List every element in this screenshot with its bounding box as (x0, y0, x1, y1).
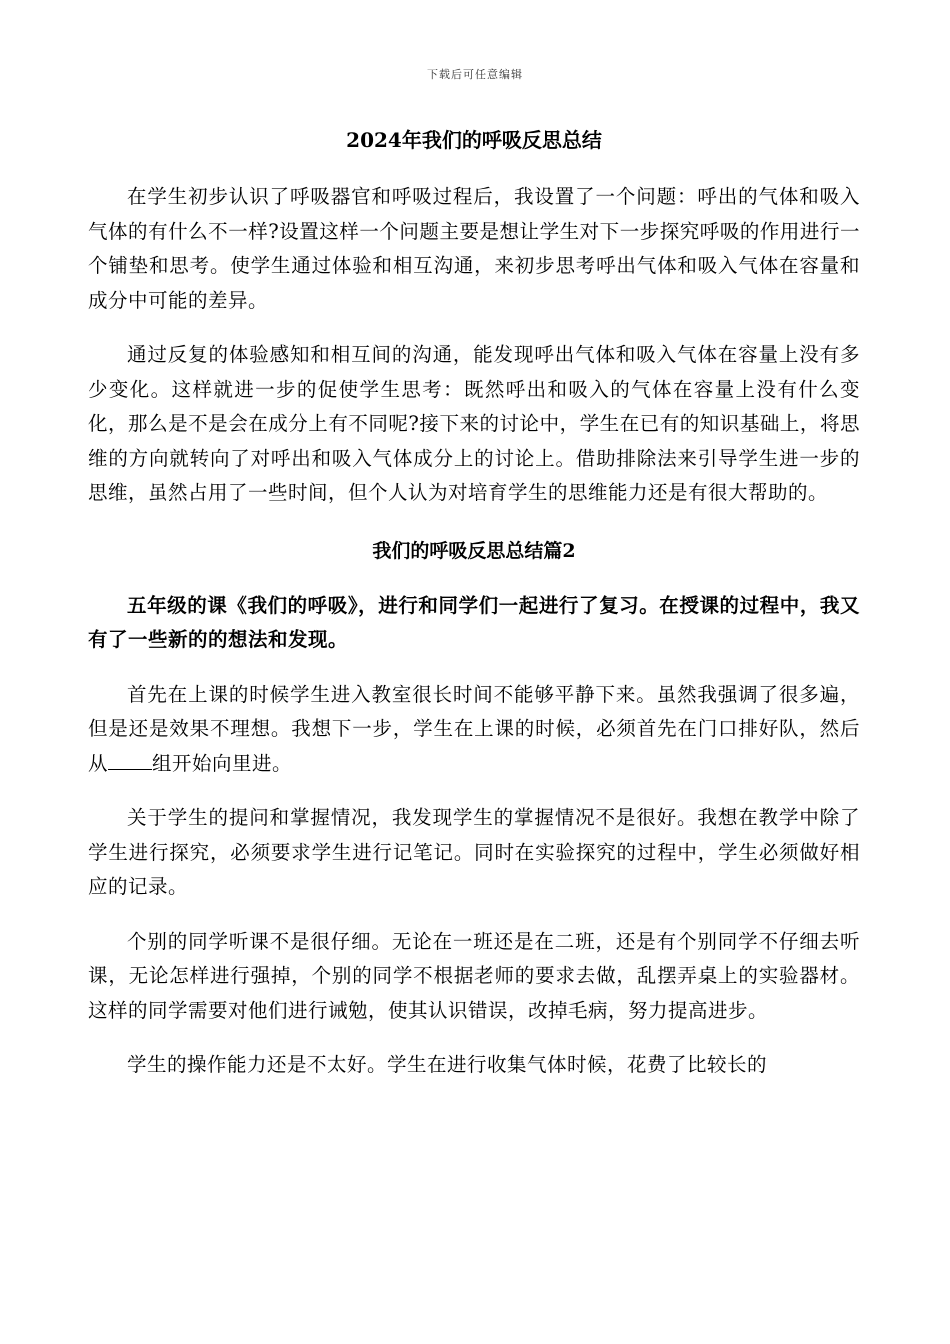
document-title: 2024年我们的呼吸反思总结 (346, 128, 602, 152)
paragraph-3 (88, 678, 860, 782)
fill-blank (108, 768, 152, 770)
paragraph-3-text-a: 首先在上课的时候学生进入教室很长时间不能够平静下来。虽然我强调了很多遍，但是还是效果不理想。我想下一步，学生在上课的时候，必须首先在门口排好队，然后从 (88, 682, 860, 775)
header-note: 下载后可任意编辑 (427, 68, 523, 81)
paragraph-3-text-b: 组开始向里进。 (152, 751, 293, 775)
intro-paragraph: 五年级的课《我们的呼吸》，进行和同学们一起进行了复习。在授课的过程中，我又有了一些新的的想法和发现。 (88, 593, 860, 651)
paragraph-6: 学生的操作能力还是不太好。学生在进行收集气体时候，花费了比较长的 (127, 1053, 768, 1076)
document-body (88, 120, 860, 1103)
section-title: 我们的呼吸反思总结篇2 (372, 539, 576, 562)
paragraph-1: 在学生初步认识了呼吸器官和呼吸过程后，我设置了一个问题：呼出的气体和吸入气体的有什么不一样?设置这样一个问题主要是想让学生对下一步探究呼吸的作用进行一个铺垫和思考。使学生通过体验和相互沟通，来初步思考呼出气体和吸入气体在容量和成分中可能的差异。 (88, 185, 860, 312)
paragraph-4: 关于学生的提问和掌握情况，我发现学生的掌握情况不是很好。我想在教学中除了学生进行探究，必须要求学生进行记笔记。同时在实验探究的过程中，学生必须做好相应的记录。 (88, 806, 860, 898)
paragraph-2: 通过反复的体验感知和相互间的沟通，能发现呼出气体和吸入气体在容量上没有多少变化。这样就进一步的促使学生思考：既然呼出和吸入的气体在容量上没有什么变化，那么是不是会在成分上有不同呢?接下来的讨论中，学生在已有的知识基础上，将思维的方向就转向了对呼出和吸入气体成分上的讨论上。借助排除法来引导学生进一步的思维，虽然占用了一些时间，但个人认为对培育学生的思维能力还是有很大帮助的。 (88, 343, 860, 504)
paragraph-5: 个别的同学听课不是很仔细。无论在一班还是在二班，还是有个别同学不仔细去听课，无论怎样进行强掉，个别的同学不根据老师的要求去做，乱摆弄桌上的实验器材。这样的同学需要对他们进行诫勉，使其认识错误，改掉毛病，努力提高进步。 (88, 929, 860, 1022)
